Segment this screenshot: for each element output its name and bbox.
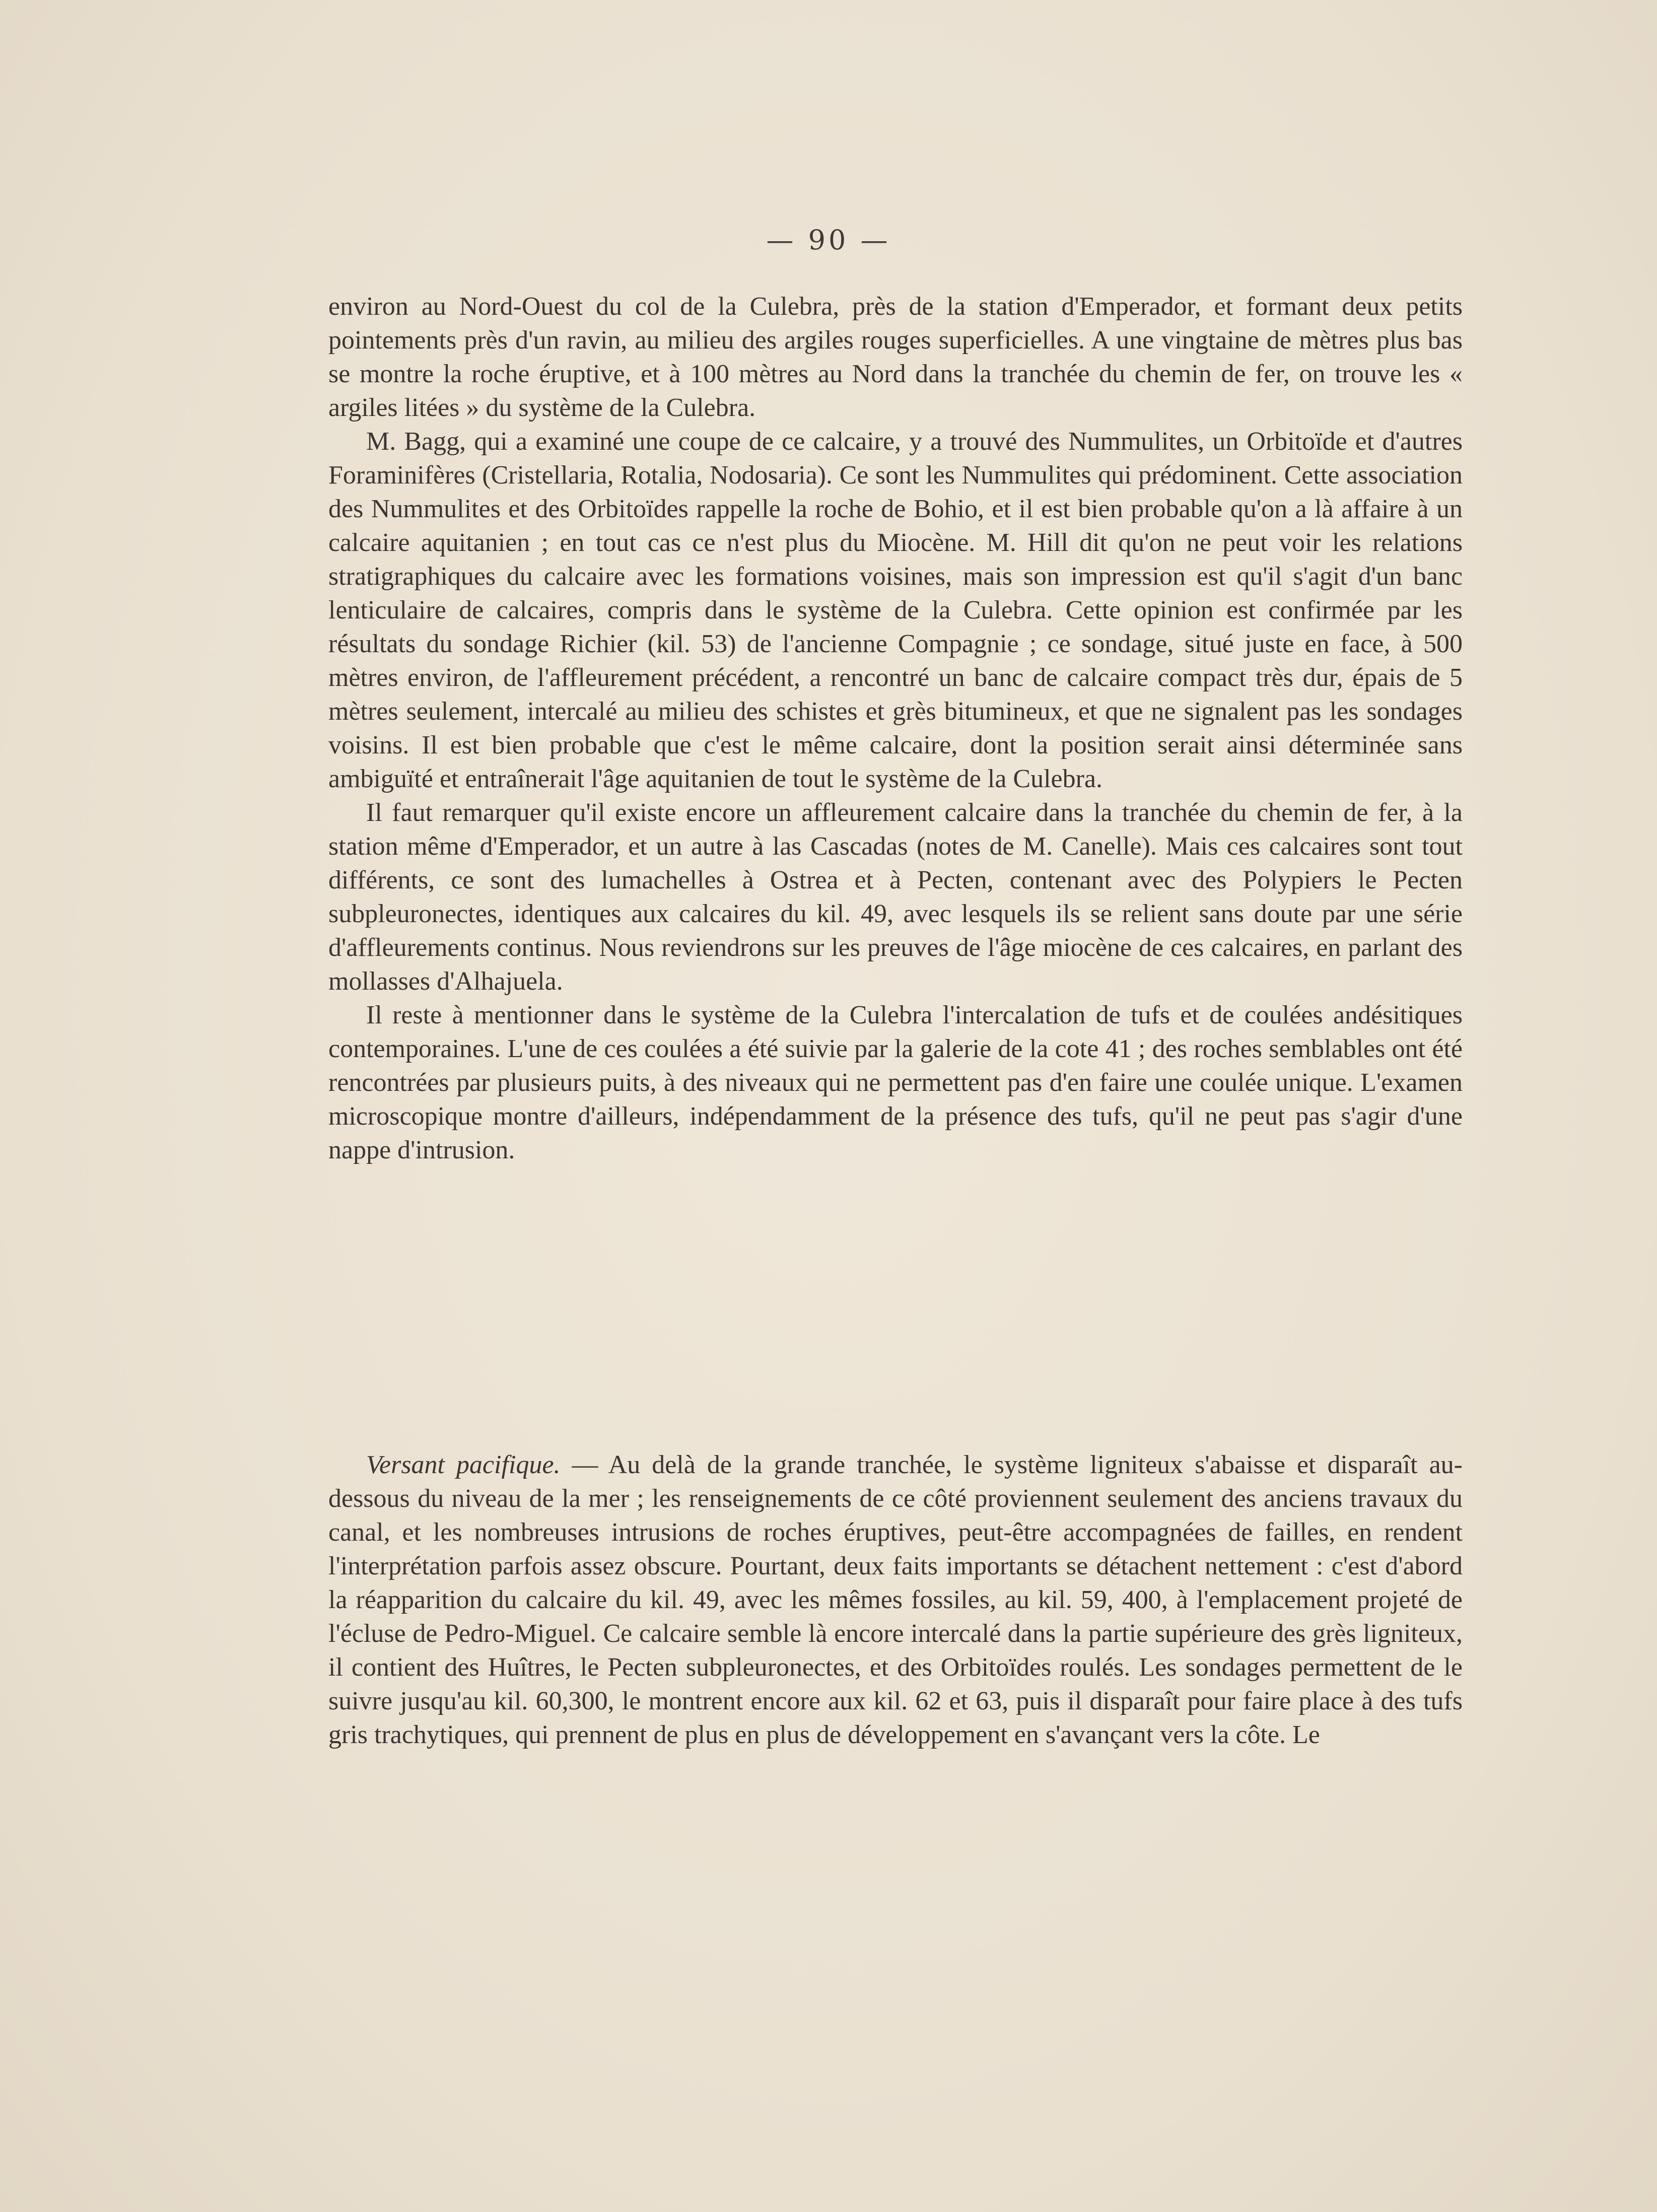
paragraph-versant-pacifique-text: — Au delà de la grande tranchée, le système ligniteux s'abaisse et disparaît au-dessous du niveau de la mer ; les renseignements de ce côté proviennent seulement des anciens travaux du canal, et les nombreuses intrusions de roches éruptives, peut-être accompagnées de failles, en rendent l'interprétation parfois assez obscure. Pourtant, deux faits importants se détachent nettement : c'est d'abord la réapparition du calcaire du kil. 49, avec les mêmes fossiles, au kil. 59, 400, à l'emplacement projeté de l'écluse de Pedro-Miguel. Ce calcaire semble là encore intercalé dans la partie supérieure des grès ligniteux, il contient des Huîtres, le Pecten subpleuronectes, et des Orbitoïdes roulés. Les sondages permettent de le suivre jusqu'au kil. 60,300, le montrent encore aux kil. 62 et 63, puis il disparaît pour faire place à des tufs gris trachytiques, qui prennent de plus en plus de développement en s'avançant vers la côte. Le xyxy=(328,1450,1463,1749)
paragraph-bagg: M. Bagg, qui a examiné une coupe de ce calcaire, y a trouvé des Nummulites, un Orbitoïde et d'autres Foraminifères (Cristellaria, Rotalia, Nodosaria). Ce sont les Nummulites qui prédominent. Cette association des Nummulites et des Orbitoïdes rappelle la roche de Bohio, et il est bien probable qu'on a là affaire à un calcaire aquitanien ; en tout cas ce n'est plus du Miocène. M. Hill dit qu'on ne peut voir les relations stratigraphiques du calcaire avec les formations voisines, mais son impression est qu'il s'agit d'un banc lenticulaire de calcaires, compris dans le système de la Culebra. Cette opinion est confirmée par les résultats du sondage Richier (kil. 53) de l'ancienne Compagnie ; ce sondage, situé juste en face, à 500 mètres environ, de l'affleurement précédent, a rencontré un banc de calcaire compact très dur, épais de 5 mètres seulement, intercalé au milieu des schistes et grès bitumineux, et que ne signalent pas les sondages voisins. Il est bien probable que c'est le même calcaire, dont la position serait ainsi déterminée sans ambiguïté et entraînerait l'âge aquitanien de tout le système de la Culebra. xyxy=(328,427,1463,793)
section-heading-versant-pacifique: Versant pacifique. xyxy=(366,1450,561,1479)
page-number: — 90 — xyxy=(766,224,891,256)
paragraph-continuation: environ au Nord-Ouest du col de la Culebra, près de la station d'Emperador, et formant deux petits pointements près d'un ravin, au milieu des argiles rouges superficielles. A une vingtaine de mètres plus bas se montre la roche éruptive, et à 100 mètres au Nord dans la tranchée du chemin de fer, on trouve les « argiles litées » du système de la Culebra. xyxy=(328,292,1463,422)
text-block-upper xyxy=(328,290,1463,1167)
paragraph-emperador: Il faut remarquer qu'il existe encore un affleurement calcaire dans la tranchée du chemin de fer, à la station même d'Emperador, et un autre à las Cascadas (notes de M. Canelle). Mais ces calcaires sont tout différents, ce sont des lumachelles à Ostrea et à Pecten, contenant avec des Polypiers le Pecten subpleuronectes, identiques aux calcaires du kil. 49, avec lesquels ils se relient sans doute par une série d'affleurements continus. Nous reviendrons sur les preuves de l'âge miocène de ces calcaires, en parlant des mollasses d'Alhajuela. xyxy=(328,798,1463,996)
paragraph-versant-pacifique xyxy=(328,1448,1463,1752)
text-block-lower xyxy=(328,1448,1463,1752)
paragraph-intercalation: Il reste à mentionner dans le système de la Culebra l'intercalation de tufs et de coulées andésitiques contemporaines. L'une de ces coulées a été suivie par la galerie de la cote 41 ; des roches semblables ont été rencontrées par plusieurs puits, à des niveaux qui ne permettent pas d'en faire une coulée unique. L'examen microscopique montre d'ailleurs, indépendamment de la présence des tufs, qu'il ne peut pas s'agir d'une nappe d'intrusion. xyxy=(328,1001,1463,1164)
